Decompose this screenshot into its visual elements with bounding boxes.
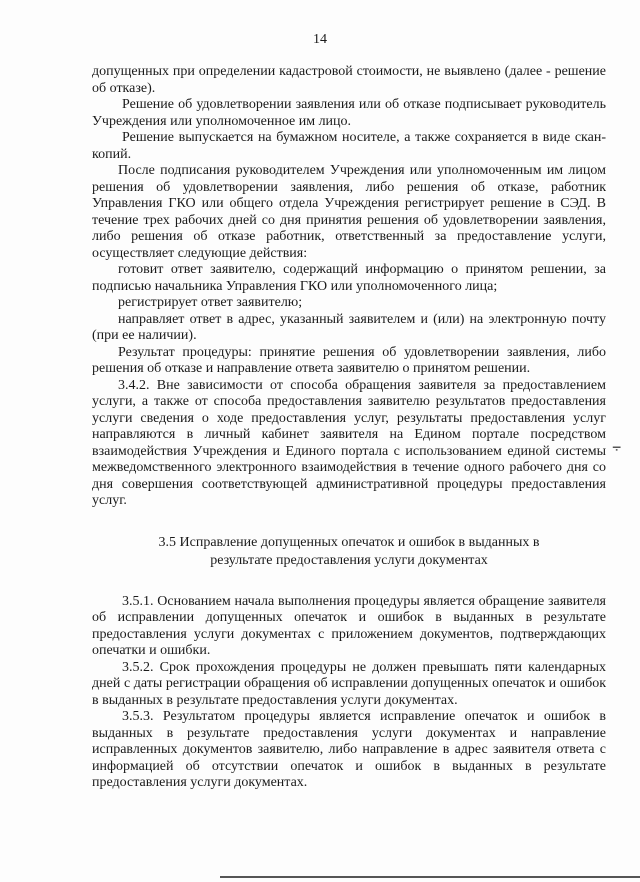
page-content bbox=[92, 64, 606, 792]
paragraph: направляет ответ в адрес, указанный заявителем и (или) на электронную почту (при ее наличии). bbox=[92, 311, 606, 343]
section-heading-line: 3.5 Исправление допущенных опечаток и ошибок в выданных в bbox=[158, 534, 540, 550]
paragraph: регистрирует ответ заявителю; bbox=[118, 295, 303, 310]
paragraph-3-5-1: 3.5.1. Основанием начала выполнения процедуры является обращение заявителя об исправлении допущенных опечаток и ошибок в выданных в результате предоставления услуги документах с приложением документов, подтверждающих опечатки и ошибки. bbox=[92, 593, 606, 658]
section-heading bbox=[92, 534, 606, 570]
handwritten-margin-mark: ⨪ bbox=[612, 438, 622, 455]
section-heading-line: результате предоставления услуги документах bbox=[210, 552, 488, 568]
paragraph: готовит ответ заявителю, содержащий информацию о принятом решении, за подписью начальника Управления ГКО или уполномоченного лица; bbox=[92, 262, 606, 294]
page-number: 14 bbox=[313, 32, 327, 47]
paragraph: Результат процедуры: принятие решения об удовлетворении заявления, либо решения об отказе и направление ответа заявителю о принятом решении. bbox=[92, 344, 606, 376]
paragraph: Решение выпускается на бумажном носителе, а также сохраняется в виде скан-копий. bbox=[92, 130, 606, 162]
scan-edge-line bbox=[220, 876, 640, 878]
paragraph-3-4-2: 3.4.2. Вне зависимости от способа обращения заявителя за предоставлением услуги, а также от способа предоставления заявителю результатов предоставления услуги сведения о ходе предоставления услуг, результаты предоставления услуг направляются в личный кабинет заявителя на Едином портале посредством взаимодействия Учреждения и Единого портала с использованием единой системы межведомственного электронного взаимодействия в течение одного рабочего дня со дня совершения соответствующей административной процедуры предоставления услуг. bbox=[92, 377, 606, 508]
paragraph: допущенных при определении кадастровой стоимости, не выявлено (далее - решение об отказе). bbox=[92, 64, 606, 96]
paragraph: После подписания руководителем Учреждения или уполномоченным им лицом решения об удовлетворении заявления, либо решения об отказе, работник Управления ГКО или общего отдела Учреждения регистрирует решение в СЭД. В течение трех рабочих дней со дня принятия решения об удовлетворении заявления, либо решения об отказе работник, ответственный за предоставление услуги, осуществляет следующие действия: bbox=[92, 163, 606, 261]
paragraph: Решение об удовлетворении заявления или об отказе подписывает руководитель Учреждения или уполномоченное им лицо. bbox=[92, 97, 606, 129]
paragraph-3-5-2: 3.5.2. Срок прохождения процедуры не должен превышать пяти календарных дней с даты регистрации обращения об исправлении допущенных опечаток и ошибок в выданных в результате предоставления услуги документах. bbox=[92, 659, 606, 708]
paragraph-3-5-3: 3.5.3. Результатом процедуры является исправление опечаток и ошибок в выданных в результате предоставления услуги документах и направление исправленных документов заявителю, либо направление в адрес заявителя ответа с информацией об отсутствии опечаток и ошибок в выданных в результате предоставления услуги документах. bbox=[92, 709, 606, 790]
